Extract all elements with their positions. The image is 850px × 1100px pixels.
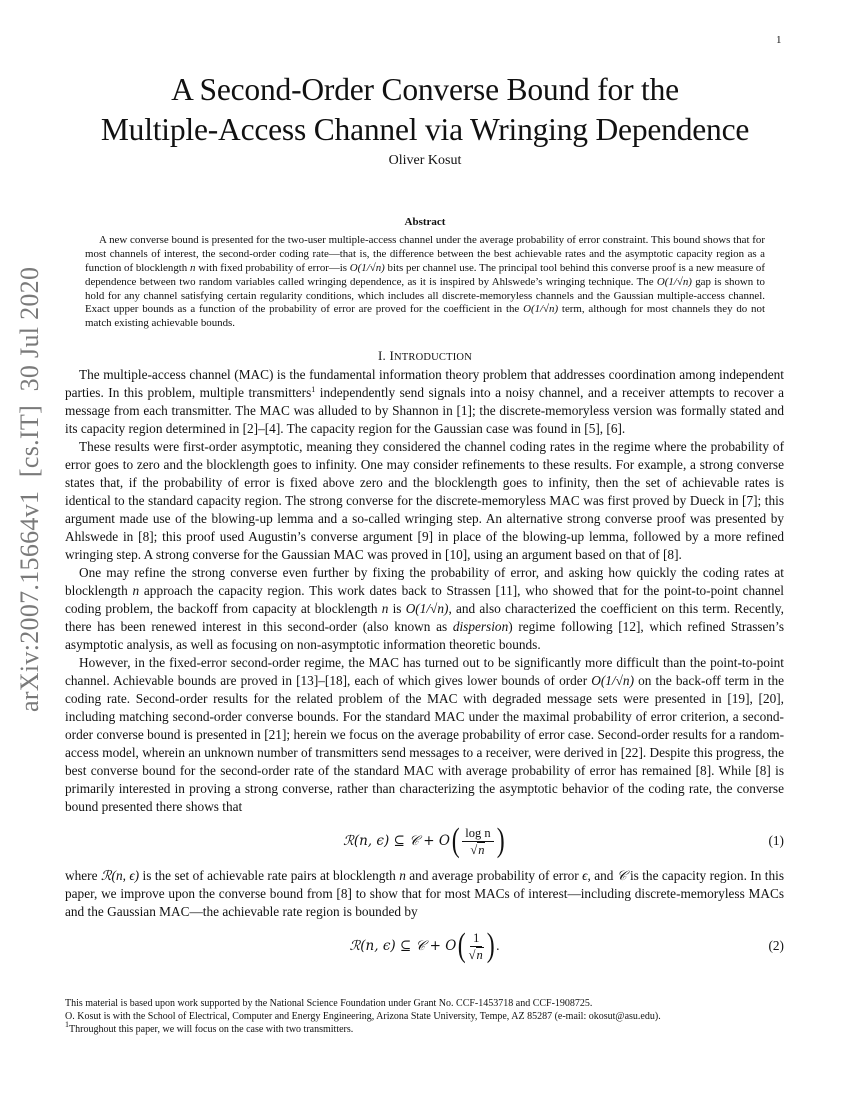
text: approach the capacity region. This work dates back to Strassen [11], who showed that for the point-to-point channel coding problem, the backoff from capacity at blocklength	[65, 583, 784, 616]
equation-lhs: ℛ(n, ϵ) ⊆ 𝒞 + O	[343, 833, 450, 849]
left-paren: (	[451, 822, 460, 859]
radicand: n	[478, 842, 485, 857]
fraction-numerator: 1	[470, 930, 482, 947]
section-heading-introduction	[0, 348, 850, 364]
math-order: O(1/√n)	[349, 261, 385, 274]
text: is the capacity region. In this paper, we improve upon the converse bound from [8] to show that for most MACs of interest—including discrete-memoryless MACs and the Gaussian MAC—the achievable rate region is bounded by	[65, 868, 785, 919]
title-line-2: Multiple-Access Channel via Wringing Dependence	[100, 112, 750, 147]
body-text	[65, 366, 784, 972]
paragraph-4	[65, 654, 784, 816]
paragraph-5	[65, 867, 784, 921]
math-epsilon: ϵ	[582, 868, 588, 883]
footnote-mark: 1	[65, 1020, 69, 1030]
paragraph-2: These results were first-order asymptotic, meaning they considered the channel coding rates in the regime where the probability of error goes to zero and the blocklength goes to infinity. One may consider refinements to these results. For example, a strong converse states that, if the probability of error is fixed above zero and the blocklength goes to infinity, then the set of achievable rates is identical to the standard capacity region. The strong converse for the discrete-memoryless MAC was first proved by Dueck in [7]; this argument made use of the blowing-up lemma and a so-called wringing step. An alternative strong converse proof was presented by Ahlswede in [8]; this proof used Augustin’s converse argument [9] in place of the blowing-up lemma, followed by a more refined wringing step. A strong converse for the Gaussian MAC was proved in [10], using an argument based on that of [8].	[65, 439, 784, 562]
paragraph-1	[65, 366, 784, 438]
paragraph-3	[65, 564, 784, 654]
radicand: n	[476, 947, 483, 962]
footnote-1	[65, 1020, 784, 1036]
abstract-body	[85, 234, 765, 331]
section-title-rest: NTRODUCTION	[393, 352, 472, 363]
text: The multiple-access channel (MAC) is the fundamental information theory problem that addresses coordination among independent parties. In this problem, multiple transmitters	[65, 367, 784, 400]
math-order: O(1/√n)	[591, 673, 634, 688]
footnote-text: Throughout this paper, we will focus on the case with two transmitters.	[69, 1024, 354, 1036]
equation-body	[65, 819, 784, 863]
math-n: n	[399, 868, 406, 883]
footnotes	[65, 997, 784, 1037]
abstract-text: bits per channel use. The principal tool behind this converse proof is a new measure of dependence between two random variables called wringing dependence, as it is inspired by Ahlswede’s wringing technique. The	[85, 261, 765, 288]
footnote-funding: This material is based upon work supported by the National Science Foundation under Grant No. CCF-1453718 and CCF-1908725.	[65, 998, 593, 1009]
fraction-denominator: √n	[470, 842, 485, 857]
abstract-text: A new converse bound is presented for the two-user multiple-access channel under the average probability of error constraint. This bound shows that for most channels of interest, the second-order coding rate—that is, the difference between the best achievable rates and the asymptotic capacity region as a function of blocklength	[85, 233, 765, 274]
section-title-initial: I	[389, 348, 394, 363]
math-n: n	[381, 601, 389, 616]
emphasis-dispersion: dispersion	[452, 619, 509, 634]
footnote-affiliation: O. Kosut is with the School of Electrical, Computer and Energy Engineering, Arizona State University, Tempe, AZ 85287 (e-mail: okosut@asu.edu).	[65, 1011, 661, 1023]
right-paren: )	[486, 927, 495, 964]
text: on the back-off term in the coding rate. Second-order results for the related problem of the MAC with degraded message sets were presented in [19], [20], including matching second-order converse bounds. For the standard MAC under the maximal probability of error criterion, a second-order converse bound is presented in [21]; herein we focus on the average probability of error case. Second-order results for a random-access model, wherein an unknown number of transmitters send messages to a receiver, were derived in [22]. Despite this progress, the best converse bound for the second-order rate of the standard MAC with average probability of error has remained [8]. While [8] is primarily interested in proving a strong converse, rather than characterizing the asymptotic behavior of the coding rate, the converse bound presented there shows that	[65, 673, 784, 814]
paper-title	[40, 70, 810, 150]
fraction-numerator: log n	[462, 825, 493, 842]
text: and average probability of error	[405, 868, 583, 883]
left-paren: (	[458, 927, 466, 964]
equation-1	[65, 819, 784, 863]
math-rate-region: ℛ(n, ϵ)	[100, 868, 140, 883]
text: is the set of achievable rate pairs at blocklength	[139, 868, 400, 883]
text: However, in the fixed-error second-order regime, the MAC has turned out to be significantly more difficult than the point-to-point channel. Achievable bounds are proved in [13]–[18], each of which gives lower bounds of order	[65, 655, 784, 688]
equation-number: (1)	[768, 833, 784, 848]
equation-number: (2)	[768, 938, 784, 953]
abstract	[85, 216, 765, 331]
fraction-denominator: √n	[468, 947, 483, 962]
right-paren: )	[496, 822, 505, 859]
equation-lhs: ℛ(n, ϵ) ⊆ 𝒞 + O	[349, 938, 457, 954]
arxiv-stamp: arXiv:2007.15664v1 [cs.IT] 30 Jul 2020	[15, 266, 44, 712]
equation-2	[65, 924, 784, 968]
text: where	[65, 868, 101, 883]
text: independently send signals into a noisy channel, and a receiver attempts to recover a message from each transmitter. The MAC was alluded to by Shannon in [1]; the discrete-memoryless version was formally stated and its capacity region determined in [2]–[4]. The capacity region for the Gaussian case was found in [5], [6].	[65, 385, 784, 436]
fraction	[469, 930, 484, 963]
math-n: n	[190, 261, 196, 274]
math-order: O(1/√n)	[656, 275, 692, 288]
title-line-1: A Second-Order Converse Bound for the	[171, 72, 679, 107]
abstract-heading: Abstract	[404, 216, 446, 228]
math-order: O(1/√n)	[405, 601, 449, 616]
abstract-text: gap is shown to hold for any channel satisfying certain regularity conditions, which includes all discrete-memoryless channels and the Gaussian multiple-access channel. Exact upper bounds as a function of the probability of error are proved for the coefficient in the	[85, 275, 765, 316]
math-capacity-region: 𝒞	[616, 868, 627, 883]
text: , and also characterized the coefficient on this term. Recently, there has been renewed interest in this second-order (also known as	[65, 601, 784, 634]
text: ) regime following [12], which refined Strassen’s asymptotic analysis, as well as focusing on non-asymptotic information theoretic bounds.	[65, 619, 785, 652]
author: Oliver Kosut	[388, 153, 462, 168]
footnote-marker[interactable]: 1	[311, 385, 316, 394]
math-order: O(1/√n)	[523, 303, 559, 316]
text: One may refine the strong converse even further by fixing the probability of error, and asking how quickly the coding rates at blocklength	[65, 565, 784, 598]
abstract-text: with fixed probability of error—is	[195, 261, 350, 274]
equation-body	[65, 924, 784, 968]
text: , and	[587, 868, 617, 883]
equation-trailing: .	[496, 938, 500, 953]
section-number: I.	[378, 348, 386, 363]
text: is	[388, 601, 406, 616]
fraction	[462, 825, 493, 858]
page-number: 1	[776, 34, 782, 46]
abstract-text: term, although for most channels they do not match existing achievable bounds.	[85, 303, 765, 330]
math-n: n	[132, 583, 140, 598]
